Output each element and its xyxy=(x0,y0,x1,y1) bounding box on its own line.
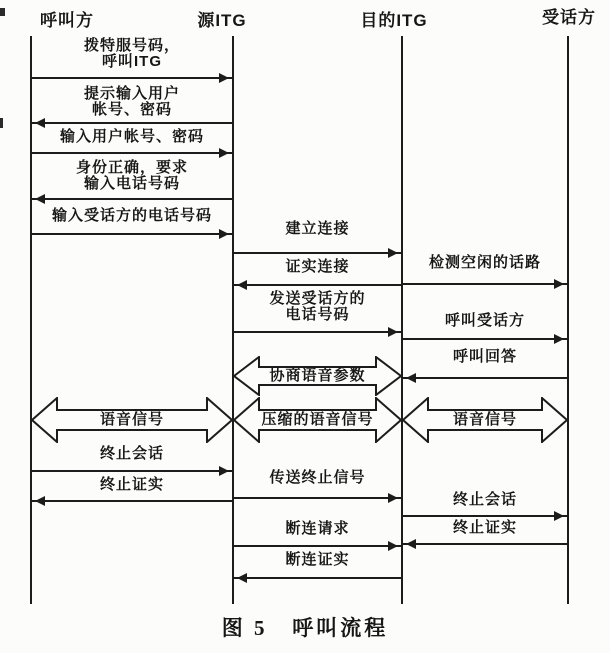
message-label: 语音信号 xyxy=(99,411,164,428)
arrow-left-icon xyxy=(233,577,402,579)
message-label: 拨特服号码， 呼叫ITG xyxy=(83,37,180,70)
message-label: 呼叫受话方 xyxy=(444,312,525,329)
arrow-left-icon xyxy=(31,122,233,124)
actor-label-caller: 呼叫方 xyxy=(40,11,94,30)
arrow-right-icon xyxy=(233,331,402,333)
message-label: 输入受话方的电话号码 xyxy=(51,207,212,224)
arrow-left-icon xyxy=(402,543,568,545)
message-label: 证实连接 xyxy=(285,258,350,275)
message-label: 检测空闲的话路 xyxy=(428,254,541,271)
message-label: 发送受话方的 电话号码 xyxy=(269,290,366,323)
arrow-right-icon xyxy=(233,497,402,499)
figure-caption: 图 5 呼叫流程 xyxy=(221,616,389,640)
actor-label-callee: 受话方 xyxy=(542,8,596,27)
arrow-right-icon xyxy=(31,77,233,79)
message-label: 断连请求 xyxy=(285,520,350,537)
message-label: 传送终止信号 xyxy=(269,469,366,486)
arrow-left-icon xyxy=(402,377,568,379)
message-label: 终止会话 xyxy=(452,491,517,508)
arrow-right-icon xyxy=(402,283,568,285)
arrow-right-icon xyxy=(233,252,402,254)
arrow-right-icon xyxy=(402,515,568,517)
arrow-left-icon xyxy=(31,500,233,502)
arrow-right-icon xyxy=(31,152,233,154)
message-label: 终止会话 xyxy=(99,445,164,462)
message-label: 输入用户帐号、密码 xyxy=(59,128,204,145)
scan-artifact xyxy=(0,8,5,16)
message-label: 呼叫回答 xyxy=(452,348,517,365)
actor-label-source-itg: 源ITG xyxy=(197,11,247,30)
arrow-right-icon xyxy=(402,338,568,340)
actor-label-destination-itg: 目的ITG xyxy=(360,11,428,30)
arrow-right-icon xyxy=(31,470,233,472)
message-label: 身份正确，要求 输入电话号码 xyxy=(75,159,188,192)
scan-artifact xyxy=(0,118,3,128)
message-label: 断连证实 xyxy=(285,551,350,568)
message-label: 语音信号 xyxy=(452,411,517,428)
message-label: 提示输入用户 帐号、密码 xyxy=(83,85,180,118)
arrow-right-icon xyxy=(31,233,233,235)
message-label: 建立连接 xyxy=(285,220,350,237)
arrow-left-icon xyxy=(31,198,233,200)
arrow-left-icon xyxy=(233,284,402,286)
message-label: 终止证实 xyxy=(99,476,164,493)
message-label: 协商语音参数 xyxy=(269,367,366,384)
message-label: 压缩的语音信号 xyxy=(261,411,374,428)
message-label: 终止证实 xyxy=(452,519,517,536)
arrow-right-icon xyxy=(233,545,402,547)
